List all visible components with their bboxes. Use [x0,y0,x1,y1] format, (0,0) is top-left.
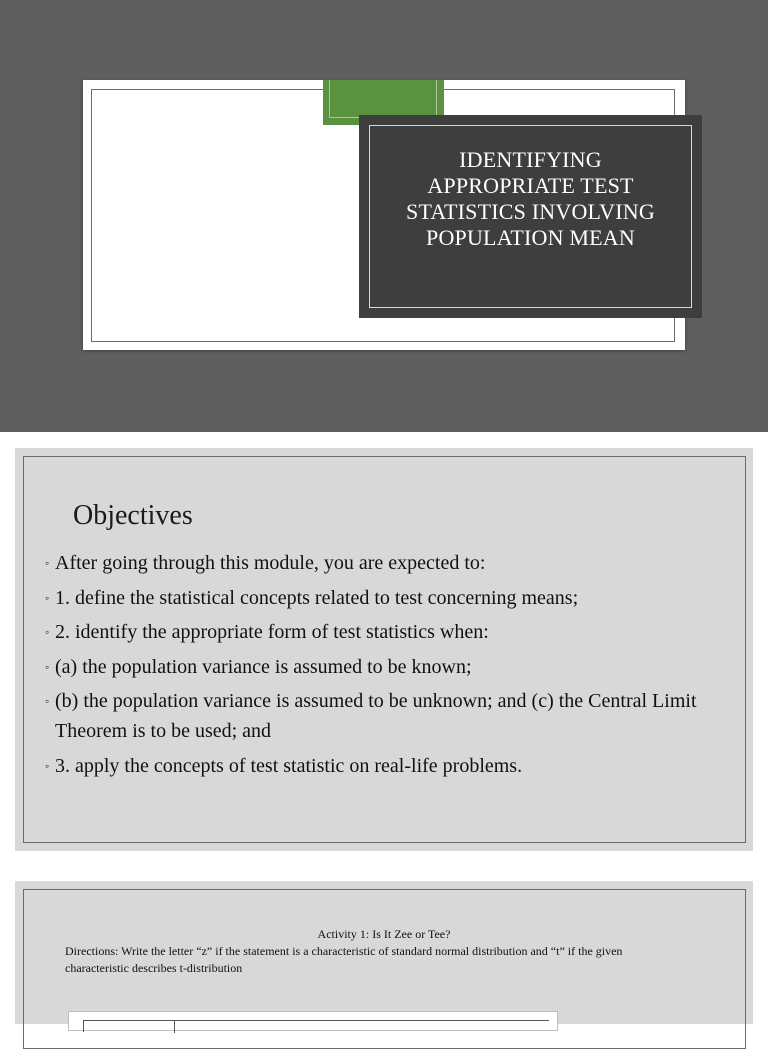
objective-item [45,548,735,578]
objective-item [45,583,735,613]
table-column-divider [174,1021,175,1033]
slide-title-line: POPULATION MEAN [426,225,635,250]
bullet-icon: ◦ [45,556,50,570]
objective-text: 1. define the statistical concepts related to test concerning means; [55,586,579,609]
objective-item [45,617,735,647]
activity-table [68,1011,558,1031]
objective-text: (b) the population variance is assumed to be unknown; and (c) the Central Limit Theorem is to be used; and [55,690,697,742]
slide-title-line: APPROPRIATE TEST [427,173,634,198]
bullet-icon: ◦ [45,659,50,674]
activity-directions: Directions: Write the letter “z” if the statement is a characteristic of standard normal distribution and “t” if the given characteristic describes t-distribution [65,944,623,975]
green-accent-outline [329,80,437,118]
objectives-heading: Objectives [73,500,193,531]
objective-item [45,652,735,682]
activity-slide[interactable] [15,881,753,1024]
objective-text: 2. identify the appropriate form of test statistics when: [55,621,489,643]
bullet-icon: ◦ [45,590,50,605]
title-box [359,115,702,318]
table-top-border [83,1020,549,1032]
activity-title: Activity 1: Is It Zee or Tee? [317,927,451,941]
objective-text: 3. apply the concepts of test statistic on real-life problems. [55,754,523,777]
objectives-list [45,548,735,785]
objective-text: (a) the population variance is assumed to be known; [55,655,472,678]
slide-title-line: STATISTICS INVOLVING [406,199,655,224]
objective-item [45,751,735,781]
title-slide[interactable] [0,0,768,432]
bullet-icon: ◦ [45,625,50,639]
bullet-icon: ◦ [45,758,50,773]
slide-title-line: IDENTIFYING [459,147,602,172]
objective-item [45,686,735,746]
slide-title [369,147,692,251]
objective-text: After going through this module, you are expected to: [55,552,486,574]
bullet-icon: ◦ [45,694,50,708]
objectives-slide[interactable] [15,448,753,851]
